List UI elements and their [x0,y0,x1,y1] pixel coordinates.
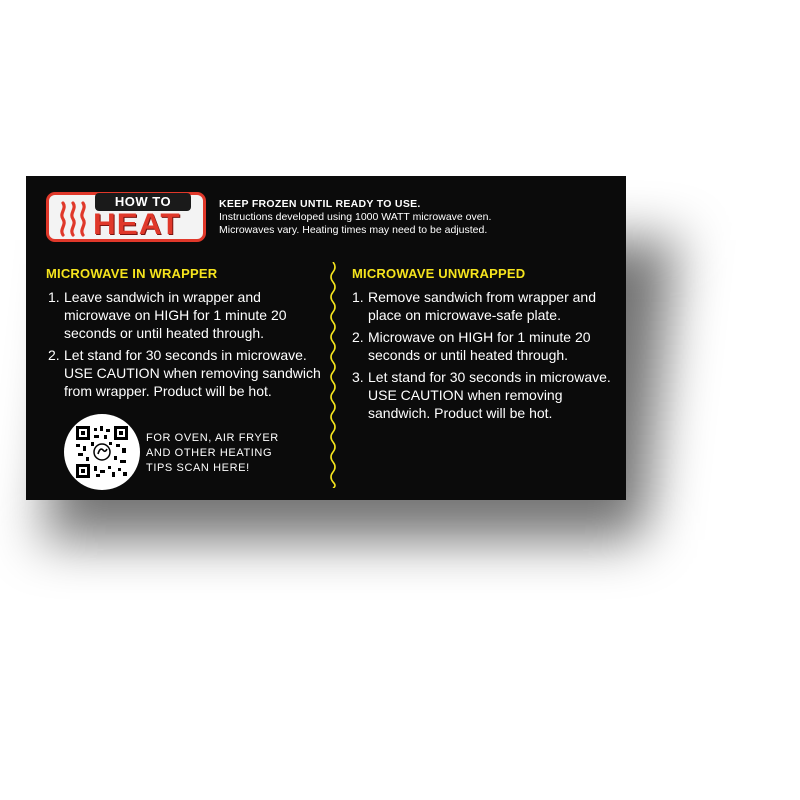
step-number: 2. [352,329,364,345]
keep-frozen-headline: KEEP FROZEN UNTIL READY TO USE. [219,198,421,210]
intro-line-1: Instructions developed using 1000 WATT microwave oven. [219,211,492,223]
step-text: Remove sandwich from wrapper and place on microwave-safe plate. [368,289,596,323]
list-item [48,288,328,342]
list-item [48,346,328,400]
step-number: 2. [48,347,60,363]
qr-code-icon [76,426,128,478]
intro-line-2: Microwaves vary. Heating times may need to be adjusted. [219,224,488,236]
step-text: Let stand for 30 seconds in microwave. USE CAUTION when removing sandwich from wrapper. Product will be hot. [64,347,321,399]
right-steps-list [352,288,614,426]
how-to-heat-badge [46,192,206,242]
heat-waves-icon [57,201,91,237]
qr-code[interactable] [64,414,140,490]
list-item [352,368,614,422]
wavy-divider [328,262,338,488]
step-text: Let stand for 30 seconds in microwave. USE CAUTION when removing sandwich. Product will be hot. [368,369,611,421]
list-item [352,288,614,324]
heat-label: HEAT [93,208,181,241]
list-item [352,328,614,364]
qr-caption: FOR OVEN, AIR FRYER AND OTHER HEATING TIPS SCAN HERE! [146,432,279,474]
step-number: 3. [352,369,364,385]
step-text: Microwave on HIGH for 1 minute 20 seconds or until heated through. [368,329,591,363]
step-number: 1. [352,289,364,305]
intro-block [219,198,619,237]
left-steps-list [48,288,328,404]
how-to-label: HOW TO [95,193,191,211]
step-text: Leave sandwich in wrapper and microwave on HIGH for 1 minute 20 seconds or until heated through. [64,289,287,341]
left-column-title: MICROWAVE IN WRAPPER [46,266,218,281]
step-number: 1. [48,289,60,305]
right-column-title: MICROWAVE UNWRAPPED [352,266,526,281]
heating-instructions-card [26,176,626,500]
